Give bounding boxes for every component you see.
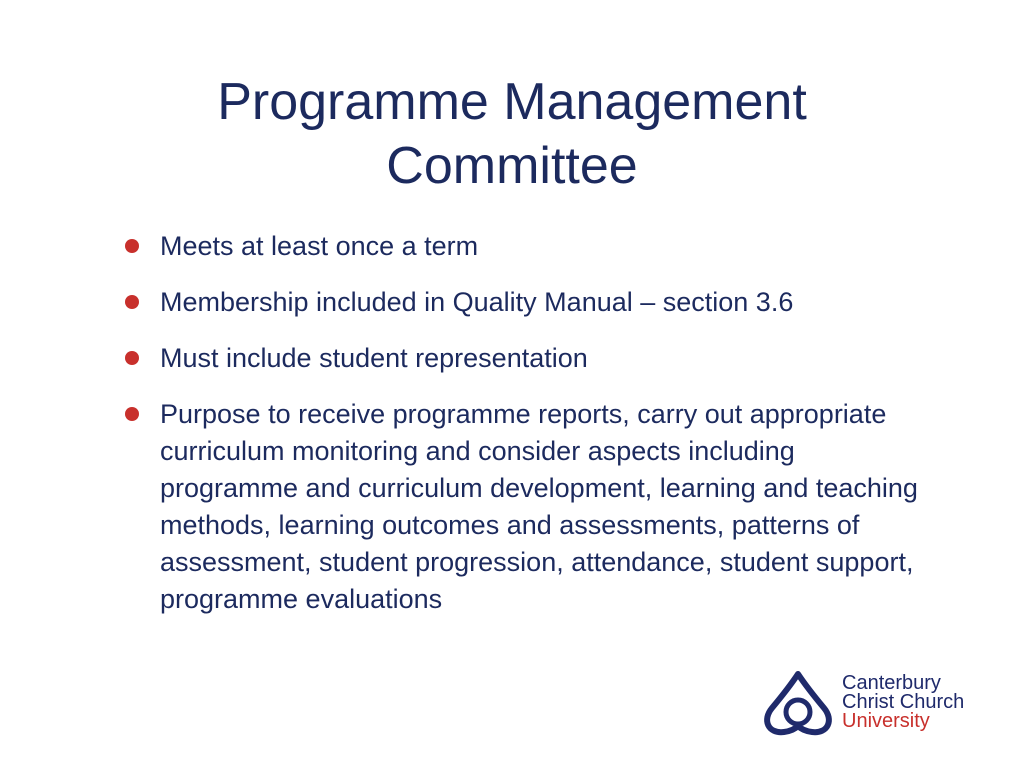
bullet-dot-icon <box>125 351 139 365</box>
bullet-item <box>120 396 920 618</box>
bullet-text: Purpose to receive programme reports, carry out appropriate curriculum monitoring and consider aspects including programme and curriculum development, learning and teaching methods, learning outcomes and assessments, patterns of assessment, student progression, attendance, student support, programme evaluations <box>160 399 918 614</box>
bullet-dot-icon <box>125 239 139 253</box>
bullet-text: Meets at least once a term <box>160 231 479 261</box>
bullet-item <box>120 228 920 265</box>
ccu-trefoil-icon <box>760 668 836 740</box>
logo-line-2: Christ Church <box>842 691 965 713</box>
slide-title <box>0 70 1024 198</box>
slide-title-line-2: Committee <box>386 137 638 195</box>
bullet-item <box>120 340 920 377</box>
slide-title-line-1: Programme Management <box>217 73 807 131</box>
bullet-dot-icon <box>125 407 139 421</box>
logo-line-3: University <box>842 710 930 732</box>
bullet-list <box>120 228 920 637</box>
bullet-item <box>120 284 920 321</box>
logo-line-1: Canterbury <box>842 672 941 694</box>
university-logo <box>760 668 990 748</box>
bullet-text: Must include student representation <box>160 343 588 373</box>
bullet-text: Membership included in Quality Manual – section 3.6 <box>160 287 794 317</box>
logo-wordmark <box>842 674 964 731</box>
bullet-dot-icon <box>125 295 139 309</box>
